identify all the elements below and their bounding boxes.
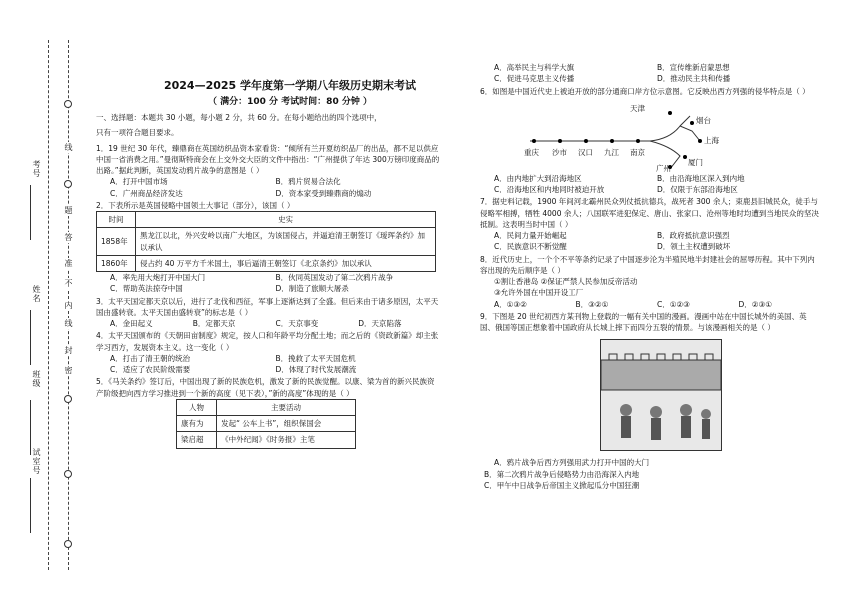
port-dot	[683, 155, 687, 159]
option[interactable]: B．鸦片贸易合法化	[275, 177, 341, 187]
table-header: 人物	[177, 399, 217, 415]
option[interactable]: C．民族意识不断觉醒	[494, 242, 567, 252]
section-intro-2: 只有一项符合题目要求。	[96, 128, 179, 138]
binding-hole	[64, 470, 72, 478]
option[interactable]: A．高举民主与科学大旗	[494, 63, 575, 72]
question-4: 4．太平天国颁布的《天朝田亩制度》规定，按人口和年龄平均分配土地；而之后的《资政新篇》却主张学习西方，发展资本主义。这一变化（ ）	[96, 331, 439, 352]
table-header: 时间	[97, 212, 136, 228]
port-dot	[698, 139, 702, 143]
option[interactable]: A．金田起义	[110, 319, 153, 328]
name-line	[30, 310, 31, 365]
question-8-items-2: ③允许外国在中国开设工厂	[494, 288, 584, 298]
binding-hole	[64, 540, 72, 548]
question-6-options	[480, 173, 820, 196]
seal-char: 密	[64, 366, 73, 375]
binding-hole	[64, 395, 72, 403]
table-cell: 黑龙江以北，外兴安岭以南广大地区，为该国侵占，并逼迫清王朝签订《瑷珲条约》加以承认	[136, 228, 436, 256]
table-cell: 发起“ 公车上书”，组织保国会	[217, 416, 356, 432]
city-label: 九江	[604, 147, 619, 157]
option[interactable]: B．③②①	[575, 299, 609, 309]
seal-char: 线	[64, 143, 73, 152]
question-8-items: ①割让香港岛 ②保证严禁人民参加反帝活动	[494, 277, 638, 286]
table-header: 主要活动	[217, 399, 356, 415]
room-line	[30, 478, 31, 533]
option[interactable]: C．①②③	[657, 299, 690, 309]
seal-char: 答	[64, 233, 73, 242]
table-cell: 1858年	[97, 228, 136, 256]
city-label: 天津	[630, 103, 645, 113]
option[interactable]: D．仅限于东部沿海地区	[657, 185, 738, 194]
section-intro: 一、选择题：本题共 30 小题，每小题 2 分，共 60 分。在每小题给出的四个选项中，	[96, 113, 382, 122]
table-row	[97, 255, 436, 271]
city-label: 重庆	[524, 147, 539, 157]
question-8-options	[480, 299, 820, 310]
question-4-options	[96, 353, 441, 376]
exam-subtitle: （ 满分：100 分 考试时间：80 分钟 ）	[208, 97, 372, 107]
option[interactable]: C．促进马克思主义传播	[494, 74, 575, 84]
seal-char: 封	[64, 346, 73, 355]
question-6: 6．如图是中国近代史上被迫开放的部分通商口岸方位示意图。它反映出西方列强的侵华特点是（ ）	[480, 86, 810, 96]
option[interactable]: C．天京事变	[275, 319, 319, 328]
option[interactable]: A．打开中国市场	[110, 177, 168, 187]
city-label: 南京	[630, 147, 645, 157]
table-cell: 侵占约 40 万平方千米国土，事后逼清王朝签订《北京条约》加以承认	[136, 255, 436, 271]
option[interactable]: A．民间力量开始崛起	[494, 231, 567, 240]
seal-char: 不	[64, 279, 73, 288]
question-5-options	[480, 62, 820, 85]
table-cell: 康有为	[177, 416, 217, 432]
city-label: 沙市	[552, 147, 567, 157]
seal-char: 线	[64, 319, 73, 328]
option[interactable]: D．领土主权遭到破坏	[657, 242, 731, 252]
option[interactable]: A．鸦片战争后西方列强用武力打开中国的大门	[494, 458, 650, 468]
option[interactable]: C．适应了农民阶级需要	[110, 365, 191, 374]
table-cell: 梁启超	[177, 432, 217, 448]
treaty-ports-map	[520, 101, 720, 173]
question-8: 8．近代历史上，一个个不平等条约记录了中国逐步沦为半殖民地半封建社会的屈辱历程。其中下列内容出现的先后顺序是（ ）	[480, 254, 815, 275]
question-7-options	[480, 230, 820, 253]
option[interactable]: B．挽救了太平天国危机	[275, 353, 356, 363]
class-label: 班级	[32, 370, 41, 388]
table-header: 史实	[136, 212, 436, 228]
option[interactable]: C．帮助英法掠夺中国	[110, 284, 183, 294]
question-5: 5．《马关条约》签订后，中国出现了新的民族危机，激发了新的民族觉醒。以康、梁为首的新兴民族资产阶级把向西方学习推进到一个新的高度（见下表），”新的高度”体现的是（ ）	[96, 377, 435, 398]
binding-margin	[0, 0, 90, 608]
seal-char: 题	[64, 206, 73, 215]
option[interactable]: D．天京陷落	[358, 319, 402, 328]
question-7: 7．据史料记载，1900 年间河北霸州民众列仗抵抗德兵，战死者 300 余人；束鹿县旧城民众，徒手与侵略军相搏，牺牲 4000 余人；八国联军进犯保定、唐山、张家口、沧州等地时均遭到当地民众的坚决抵制。这表明当时中国（ ）	[480, 197, 819, 229]
question-3: 3．太平天国定都天京以后，进行了北伐和西征，军事上逐渐达到了全盛。但后来由于诸多原因，太平天国由盛转衰。太平天国由盛转衰”的标志是（ ）	[96, 296, 439, 317]
option[interactable]: B．定都天京	[192, 319, 236, 328]
option[interactable]: B．政府抵抗意识强烈	[657, 231, 730, 240]
city-label: 汉口	[578, 147, 593, 157]
option[interactable]: B．宣传维新启蒙思想	[657, 63, 730, 72]
option[interactable]: C．广州商品经济发达	[110, 188, 183, 198]
cut-line-outer	[48, 40, 49, 570]
exam-number-label: 考号	[32, 160, 41, 178]
question-1: 1．19 世纪 30 年代，臻鼎商在英国纺织品资本家看货：“倾所有兰开夏纺织品厂的出品，都不足以供应中国一省消费之用。”曼彻斯特商会在上交外交大臣的文件中指出：“广州提供了年达 300万镑印度商品的出路。”据此判断，英国发动鸦片战争的意图是（ ）	[96, 143, 440, 175]
table-row	[177, 432, 356, 448]
option[interactable]: D．②③①	[738, 299, 772, 309]
seal-char: 准	[64, 259, 73, 268]
port-dot	[668, 111, 672, 115]
city-label: 广州	[656, 163, 671, 173]
binding-hole	[64, 100, 72, 108]
port-dot	[532, 139, 536, 143]
option[interactable]: C．沿海地区和内地同时被迫开放	[494, 185, 605, 194]
seal-char: 内	[64, 301, 73, 310]
city-label: 上海	[704, 135, 719, 145]
table-cell: 《中外纪闻》《时务报》主笔	[217, 432, 356, 448]
right-column	[480, 62, 820, 491]
port-dot	[558, 139, 562, 143]
room-label: 试室号	[32, 448, 41, 475]
route-line	[530, 116, 700, 169]
option[interactable]: B．第二次鸦片战争后侵略势力由沿海深入内地	[484, 469, 640, 479]
option[interactable]: B．由沿海地区深入到内地	[657, 173, 745, 183]
left-column	[96, 112, 441, 449]
binding-hole	[64, 180, 72, 188]
option[interactable]: A．率先用大炮打开中国大门	[110, 273, 206, 282]
table-cell: 1860年	[97, 255, 136, 271]
question-1-options	[96, 176, 441, 199]
option[interactable]: C．甲午中日战争后帝国主义掀起瓜分中国狂潮	[484, 480, 640, 490]
option[interactable]: A．打击了清王朝的统治	[110, 353, 191, 363]
class-line	[30, 400, 31, 455]
port-dot	[636, 139, 640, 143]
port-dot	[690, 121, 694, 125]
option[interactable]: A．①③②	[494, 299, 527, 309]
option[interactable]: A．由内地扩大到沿海地区	[494, 173, 582, 183]
cartoon-image	[601, 340, 721, 450]
table-row	[177, 416, 356, 432]
exam-number-line	[30, 185, 31, 240]
question-5-table	[176, 399, 356, 449]
option[interactable]: D．体现了时代发展潮流	[275, 365, 357, 374]
table-row	[97, 228, 436, 256]
city-label: 烟台	[696, 115, 711, 125]
exam-title: 2024—2025 学年度第一学期八年级历史期末考试	[163, 79, 417, 92]
question-9: 9．下图是 20 世纪初西方某刊物上登载的一幅有关中国的漫画。漫画中站在中国长城外的美国、英国、俄国等国正想象着中国政府从长城上摔下而四分五裂的情景。与该漫画相关的是（ ）	[480, 311, 807, 332]
great-wall-cartoon	[600, 339, 722, 451]
question-3-options	[96, 318, 441, 329]
question-2: 2．下表所示是英国侵略中国领土大事记（部分），该国（ ）	[96, 200, 295, 210]
city-label: 厦门	[688, 157, 703, 167]
question-2-options	[96, 272, 441, 295]
name-label: 姓名	[32, 285, 41, 303]
port-dot	[584, 139, 588, 143]
port-dot	[610, 139, 614, 143]
option[interactable]: D．资本家受到臻鼎商的煽动	[275, 188, 372, 198]
option[interactable]: D．推动民主共和传播	[657, 74, 731, 84]
option[interactable]: D．制造了旅顺大屠杀	[275, 284, 349, 294]
question-2-table	[96, 211, 436, 272]
option[interactable]: B．伙同英国发动了第二次鸦片战争	[275, 273, 394, 282]
